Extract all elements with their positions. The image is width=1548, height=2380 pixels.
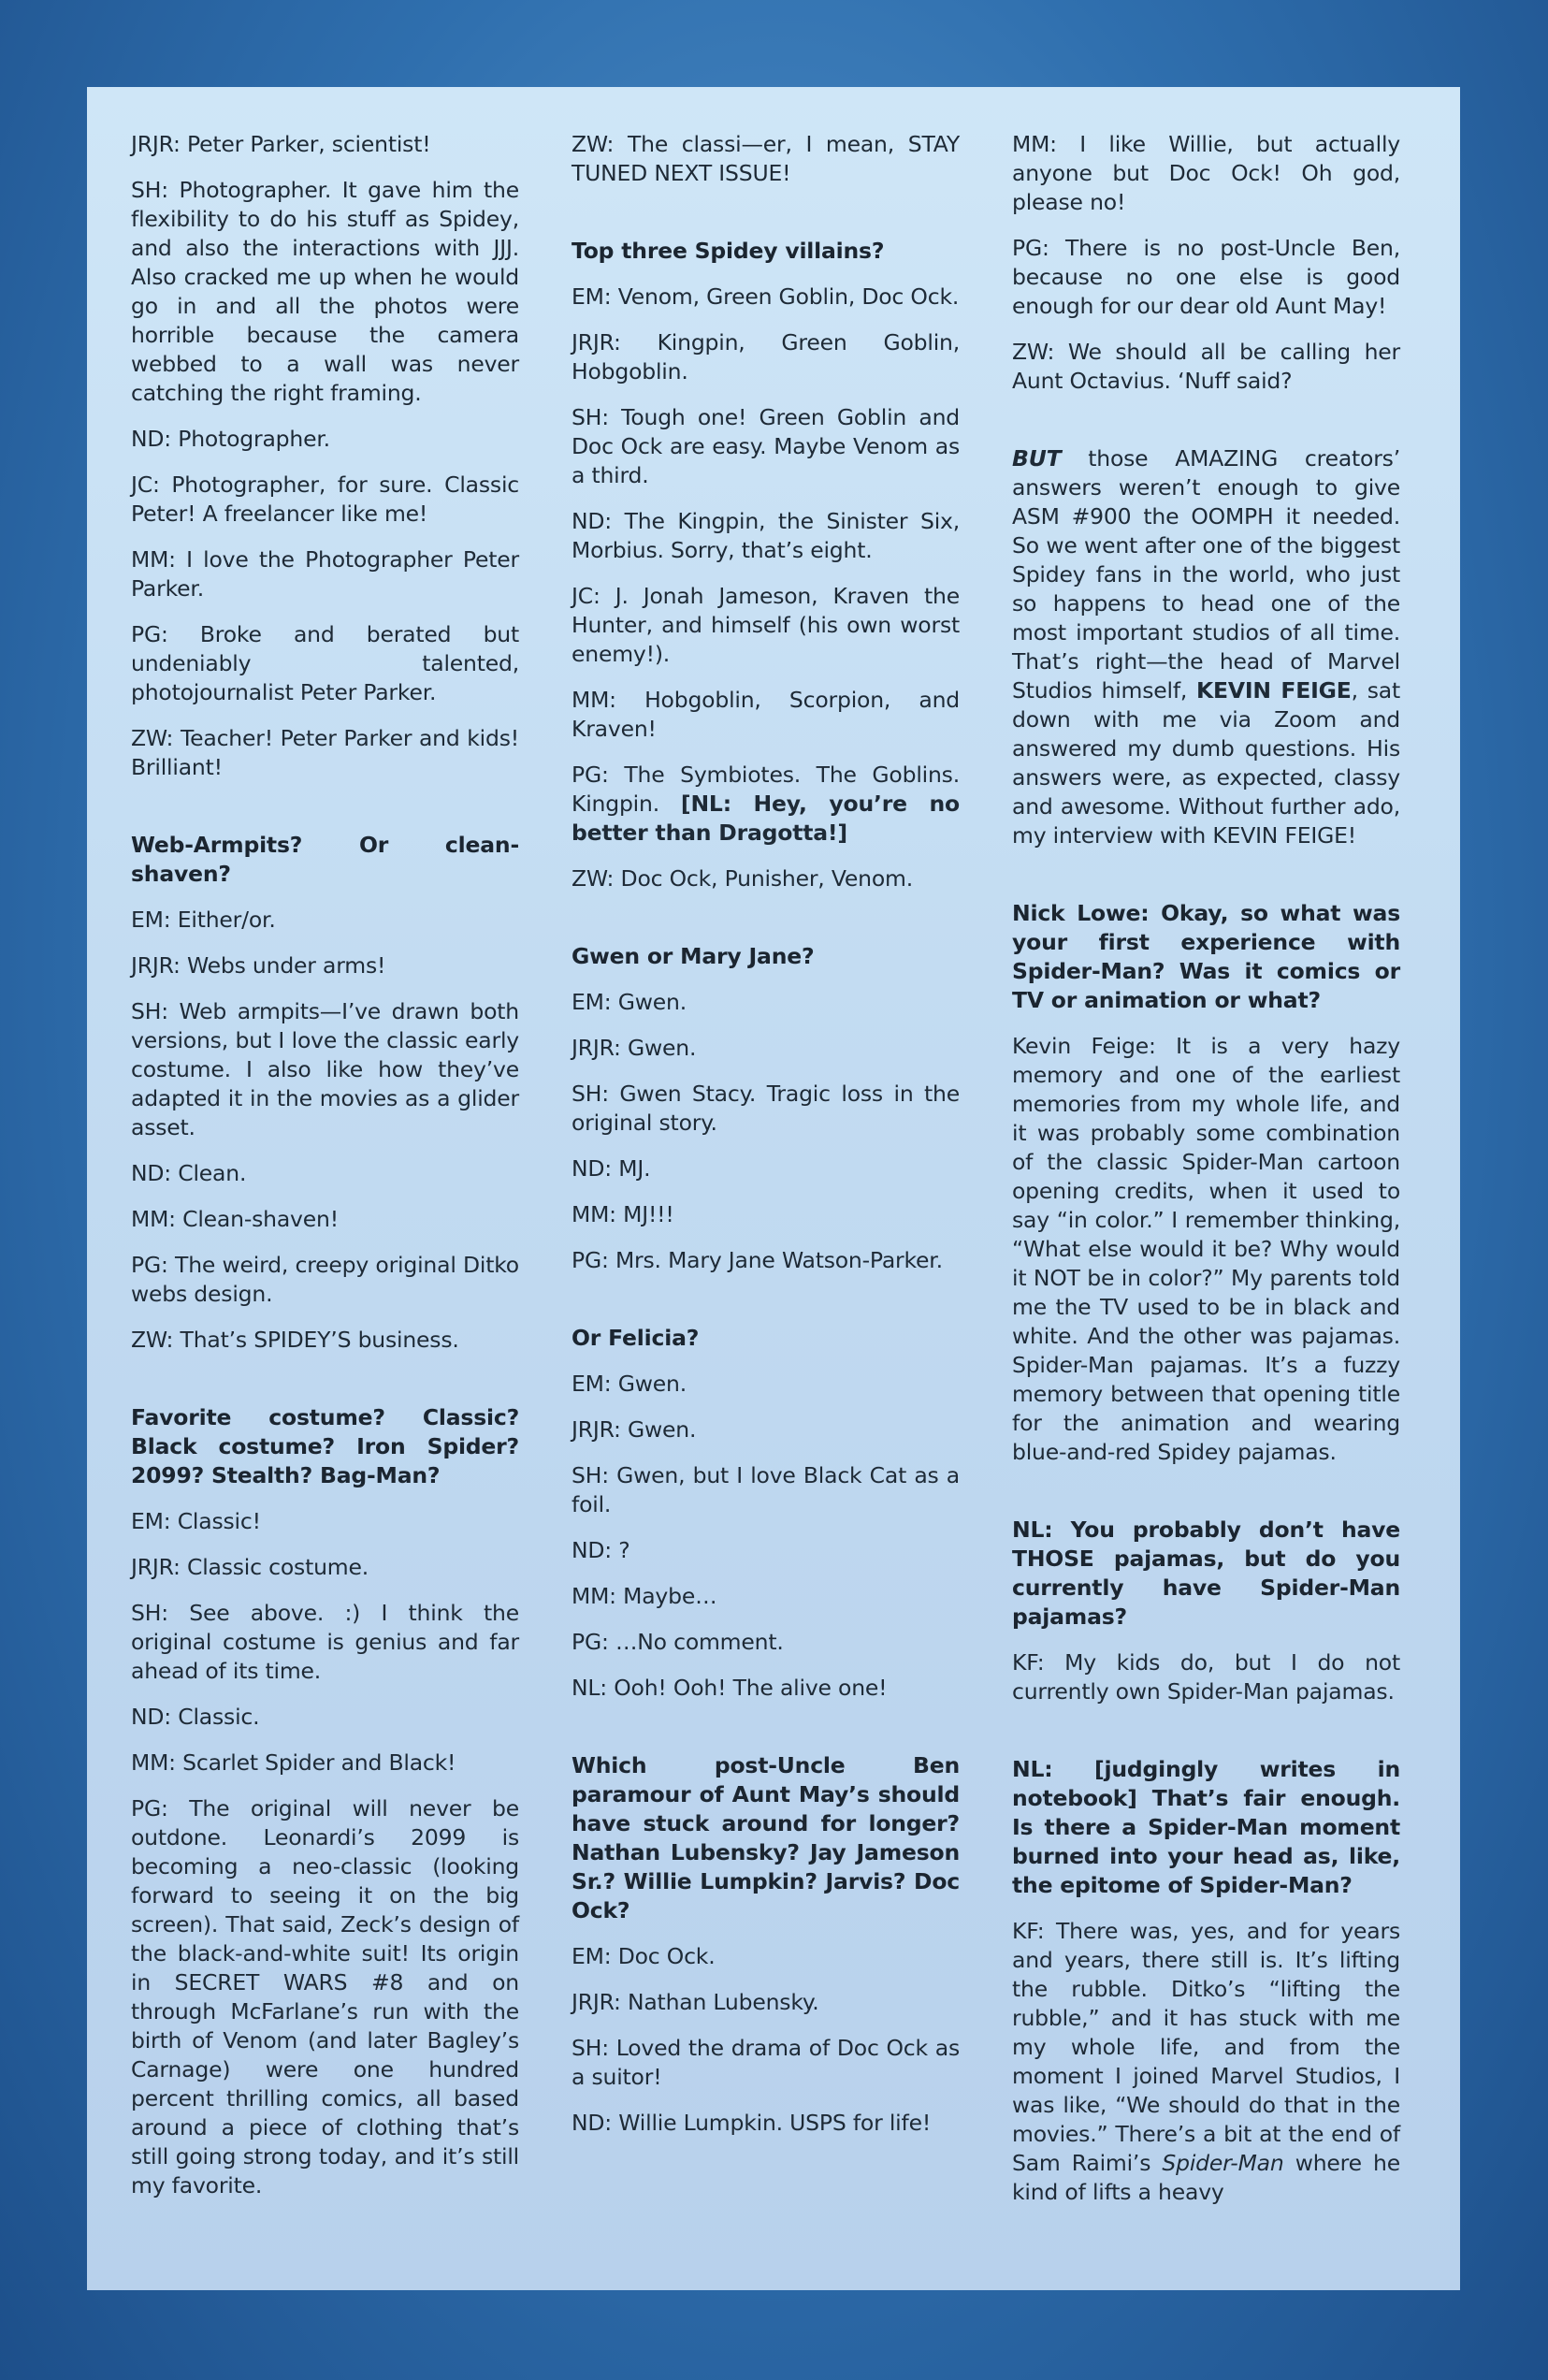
text-run: Or Felicia?	[571, 1325, 700, 1351]
text-run: ZW: The classi—er, I mean, STAY TUNED NEXT ISSUE!	[571, 131, 960, 186]
text-run: PG: The Symbiotes. The Goblins. Kingpin.	[571, 762, 960, 817]
text-run: JRJR: Webs under arms!	[131, 952, 386, 979]
column-2	[571, 130, 960, 2290]
text-run: ND: MJ.	[571, 1155, 651, 1182]
text-run: SH: Tough one! Green Goblin and Doc Ock are easy. Maybe Venom as a third.	[571, 404, 960, 488]
text-run: JRJR: Nathan Lubensky.	[571, 1989, 819, 2015]
column-1	[131, 130, 519, 2290]
text-run: MM: Scarlet Spider and Black!	[131, 1749, 456, 1776]
question-heading	[1012, 1516, 1400, 1632]
text-run: PG: The weird, creepy original Ditko webs design.	[131, 1252, 519, 1307]
text-run: SH: Loved the drama of Doc Ock as a suitor!	[571, 2035, 960, 2090]
text-run: where he kind of lifts a heavy	[1012, 2150, 1400, 2205]
text-run: PG: There is no post-Uncle Ben, because no one else is good enough for our dear old Aunt May!	[1012, 235, 1400, 319]
text-run: NL: [judgingly writes in notebook] That’s fair enough. Is there a Spider-Man moment burned into your head as, like, the epitome of Spider-Man?	[1012, 1756, 1400, 1898]
answer-paragraph	[1012, 1032, 1400, 1467]
answer-paragraph	[131, 906, 519, 935]
text-run: NL: You probably don’t have THOSE pajamas, but do you currently have Spider-Man pajamas?	[1012, 1517, 1400, 1630]
text-run: PG: …No comment.	[571, 1629, 784, 1655]
question-heading	[571, 1751, 960, 1925]
answer-paragraph	[131, 176, 519, 408]
text-run: [NL: Hey, you’re no better than Dragotta!]	[571, 791, 960, 846]
text-run: MM: Clean-shaven!	[131, 1206, 339, 1232]
text-run: PG: Broke and berated but undeniably talented, photojournalist Peter Parker.	[131, 621, 519, 705]
text-run: Web-Armpits? Or clean-shaven?	[131, 832, 519, 887]
text-run: those AMAZING creators’ answers weren’t enough to give ASM #900 the OOMPH it needed. So we went after one of the biggest Spidey fans in the world, who just so happens to head one of the most important studios of all time. That’s right—the head of Marvel Studios himself,	[1012, 445, 1400, 704]
answer-paragraph	[131, 545, 519, 603]
text-run: EM: Either/or.	[131, 907, 276, 933]
answer-paragraph	[131, 1326, 519, 1355]
answer-paragraph	[571, 1942, 960, 1971]
answer-paragraph	[571, 2034, 960, 2092]
answer-paragraph	[571, 1628, 960, 1657]
text-run: SH: Gwen, but I love Black Cat as a foil.	[571, 1462, 960, 1517]
answer-paragraph	[571, 1461, 960, 1519]
answer-paragraph	[571, 1536, 960, 1565]
column-3	[1012, 130, 1400, 2290]
answer-paragraph	[131, 724, 519, 782]
answer-paragraph	[571, 864, 960, 893]
text-run: Gwen or Mary Jane?	[571, 943, 815, 969]
answer-paragraph	[571, 130, 960, 188]
answer-paragraph	[571, 1988, 960, 2017]
answer-paragraph	[571, 1370, 960, 1399]
text-run: JC: J. Jonah Jameson, Kraven the Hunter, and himself (his own worst enemy!).	[571, 583, 960, 667]
text-run: , sat down with me via Zoom and answered my dumb questions. His answers were, as expected, classy and awesome. Without further ado, my interview with KEVIN FEIGE!	[1012, 677, 1400, 849]
answer-paragraph	[131, 130, 519, 159]
text-run: ZW: We should all be calling her Aunt Octavius. ‘Nuff said?	[1012, 339, 1400, 394]
text-run: SH: Web armpits—I’ve drawn both versions, but I love the classic early costume. I also like how they’ve adapted it in the movies as a glider asset.	[131, 998, 519, 1140]
text-run: ND: ?	[571, 1537, 630, 1563]
answer-paragraph	[571, 1154, 960, 1183]
text-run: JRJR: Gwen.	[571, 1035, 697, 1061]
text-run: JC: Photographer, for sure. Classic Peter! A freelancer like me!	[131, 472, 519, 527]
question-heading	[1012, 1755, 1400, 1900]
text-run: ZW: Doc Ock, Punisher, Venom.	[571, 865, 913, 892]
text-run: Nick Lowe: Okay, so what was your first experience with Spider-Man? Was it comics or TV or animation or what?	[1012, 900, 1400, 1013]
text-run: EM: Gwen.	[571, 989, 687, 1015]
answer-paragraph	[131, 1599, 519, 1686]
question-heading	[571, 237, 960, 266]
text-run: KF: There was, yes, and for years and years, there still is. It’s lifting the rubble. Ditko’s “lifting the rubble,” and it has stuck with me my whole life, and from the moment I joined Marvel Studios, I was like, “We should do that in the movies.” There’s a bit at the end of Sam Raimi’s	[1012, 1918, 1400, 2176]
answer-paragraph	[131, 1507, 519, 1536]
answer-paragraph	[131, 997, 519, 1142]
answer-paragraph	[131, 1251, 519, 1309]
answer-paragraph	[571, 582, 960, 669]
text-run: JRJR: Gwen.	[571, 1416, 697, 1443]
text-run: JRJR: Kingpin, Green Goblin, Hobgoblin.	[571, 329, 960, 385]
answer-paragraph	[131, 471, 519, 529]
question-heading	[571, 1324, 960, 1353]
answer-paragraph	[571, 1415, 960, 1444]
answer-paragraph	[1012, 130, 1400, 217]
answer-paragraph	[131, 1205, 519, 1234]
text-run: Kevin Feige: It is a very hazy memory and one of the earliest memories from my whole life, and it was probably some combination of the classic Spider-Man cartoon opening credits, when it used to say “in color.” I remember thinking, “What else would it be? Why would it NOT be in color?” My parents told me the TV used to be in black and white. And the other was pajamas. Spider-Man pajamas. It’s a fuzzy memory between that opening title for the animation and wearing blue-and-red Spidey pajamas.	[1012, 1033, 1400, 1465]
answer-paragraph	[131, 1159, 519, 1188]
answer-paragraph	[571, 686, 960, 744]
answer-paragraph	[131, 951, 519, 980]
answer-paragraph	[571, 283, 960, 312]
text-run: EM: Gwen.	[571, 1371, 687, 1397]
text-run: PG: Mrs. Mary Jane Watson-Parker.	[571, 1247, 943, 1273]
text-run: MM: Hobgoblin, Scorpion, and Kraven!	[571, 687, 960, 742]
text-run: SH: Photographer. It gave him the flexibility to do his stuff as Spidey, and also the interactions with JJJ. Also cracked me up when he would go in and all the photos were horrible because the camera webbed to a wall was never catching the right framing.	[131, 177, 519, 406]
answer-paragraph	[1012, 1917, 1400, 2207]
text-run: MM: MJ!!!	[571, 1201, 674, 1227]
text-run: MM: I love the Photographer Peter Parker.	[131, 546, 519, 602]
answer-paragraph	[131, 425, 519, 454]
text-run: ND: Classic.	[131, 1704, 260, 1730]
text-run: Spider-Man	[1162, 2150, 1284, 2176]
text-run: MM: Maybe…	[571, 1583, 717, 1609]
answer-paragraph	[571, 328, 960, 386]
answer-paragraph	[131, 1703, 519, 1732]
answer-paragraph	[1012, 234, 1400, 321]
intro-paragraph	[1012, 444, 1400, 850]
text-run: ND: Photographer.	[131, 426, 330, 452]
answer-paragraph	[571, 1080, 960, 1138]
answer-paragraph	[571, 1200, 960, 1229]
text-run: JRJR: Classic costume.	[131, 1554, 369, 1580]
answer-paragraph	[1012, 1648, 1400, 1706]
question-heading	[571, 942, 960, 971]
answer-paragraph	[131, 1749, 519, 1778]
answer-paragraph	[571, 1674, 960, 1703]
text-run: ZW: That’s SPIDEY’S business.	[131, 1327, 459, 1353]
text-run: EM: Venom, Green Goblin, Doc Ock.	[571, 283, 960, 310]
text-run: Which post-Uncle Ben paramour of Aunt May’s should have stuck around for longer? Nathan Lubensky? Jay Jameson Sr.? Willie Lumpkin? Jarvis? Doc Ock?	[571, 1752, 960, 1923]
text-run: Favorite costume? Classic? Black costume? Iron Spider? 2099? Stealth? Bag-Man?	[131, 1404, 519, 1488]
answer-paragraph	[571, 403, 960, 490]
question-heading	[1012, 899, 1400, 1015]
text-run: MM: I like Willie, but actually anyone but Doc Ock! Oh god, please no!	[1012, 131, 1400, 215]
text-run: NL: Ooh! Ooh! The alive one!	[571, 1675, 888, 1701]
text-run: Top three Spidey villains?	[571, 238, 885, 264]
text-run: SH: Gwen Stacy. Tragic loss in the original story.	[571, 1081, 960, 1136]
text-run: ND: Willie Lumpkin. USPS for life!	[571, 2110, 932, 2136]
text-run: EM: Classic!	[131, 1508, 261, 1534]
answer-paragraph	[131, 1553, 519, 1582]
text-run: KF: My kids do, but I do not currently own Spider-Man pajamas.	[1012, 1649, 1400, 1705]
article-panel	[87, 87, 1460, 2290]
answer-paragraph	[131, 620, 519, 707]
text-run: ND: Clean.	[131, 1160, 247, 1186]
text-run: SH: See above. :) I think the original costume is genius and far ahead of its time.	[131, 1600, 519, 1684]
text-run: ND: The Kingpin, the Sinister Six, Morbius. Sorry, that’s eight.	[571, 508, 960, 563]
answer-paragraph	[571, 1246, 960, 1275]
answer-paragraph	[1012, 338, 1400, 396]
question-heading	[131, 831, 519, 889]
text-run: EM: Doc Ock.	[571, 1943, 716, 1969]
answer-paragraph	[571, 761, 960, 848]
answer-paragraph	[571, 1034, 960, 1063]
question-heading	[131, 1403, 519, 1490]
answer-paragraph	[571, 1582, 960, 1611]
answer-paragraph	[131, 1794, 519, 2200]
text-run: ZW: Teacher! Peter Parker and kids! Brilliant!	[131, 725, 519, 780]
answer-paragraph	[571, 2109, 960, 2138]
text-run: PG: The original will never be outdone. Leonardi’s 2099 is becoming a neo-classic (looking forward to seeing it on the big screen). That said, Zeck’s design of the black-and-white suit! Its origin in SECRET WARS #8 and on through McFarlane’s run with the birth of Venom (and later Bagley’s Carnage) were one hundred percent thrilling comics, all based around a piece of clothing that’s still going strong today, and it’s still my favorite.	[131, 1795, 519, 2199]
text-run: KEVIN FEIGE	[1196, 677, 1352, 704]
text-run: BUT	[1012, 445, 1062, 472]
text-run: JRJR: Peter Parker, scientist!	[131, 131, 431, 157]
answer-paragraph	[571, 988, 960, 1017]
answer-paragraph	[571, 507, 960, 565]
